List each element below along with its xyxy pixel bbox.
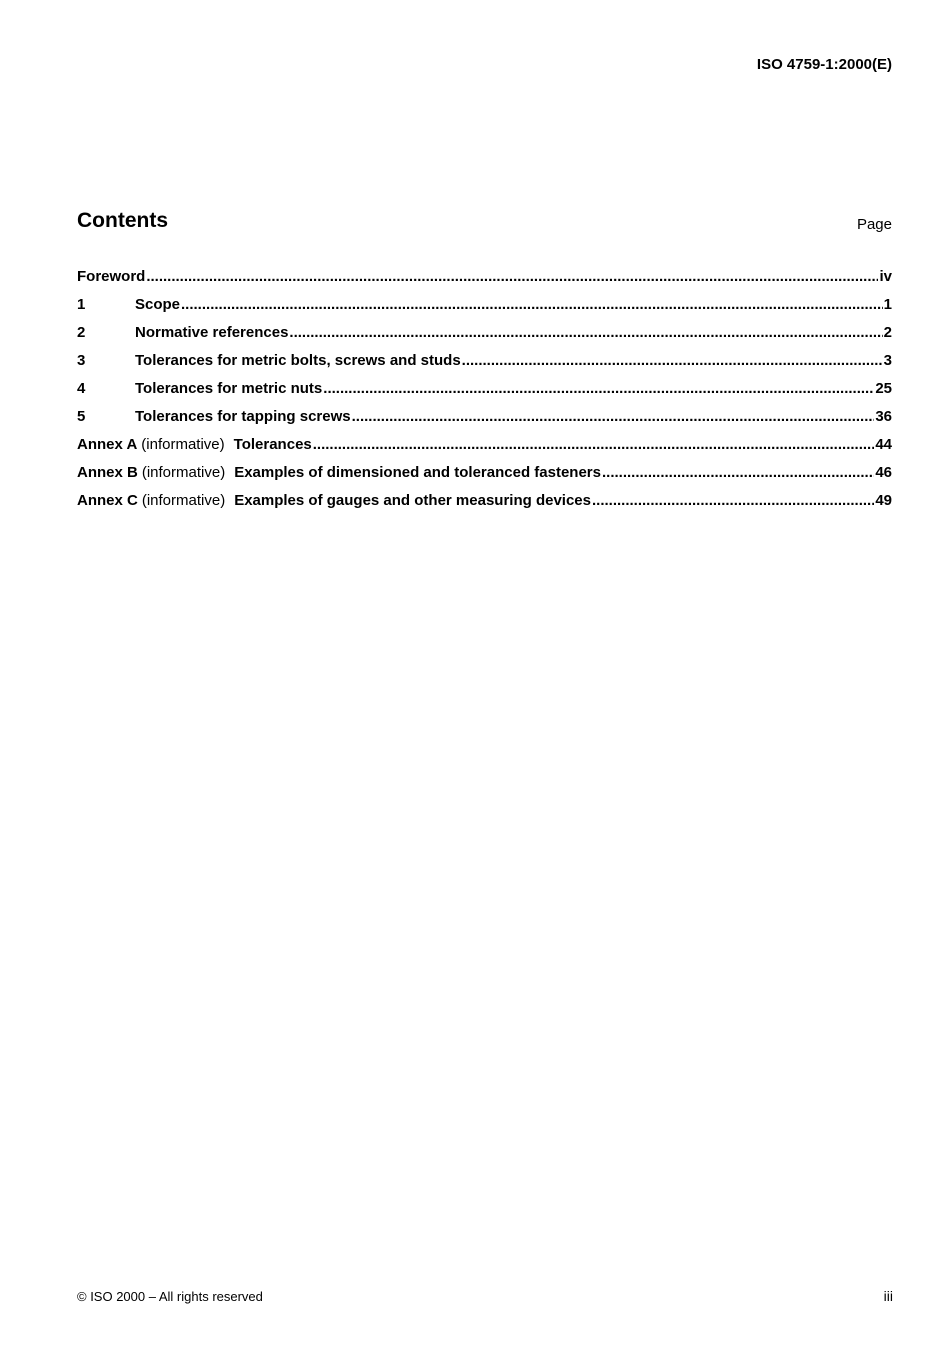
toc-entry-metric-bolts[interactable] [77,352,892,380]
table-of-contents [77,268,892,520]
toc-leader-dots [592,492,874,509]
toc-entry-page: 44 [875,436,892,453]
annex-letter: Annex A [77,436,138,453]
toc-leader-dots [146,268,878,285]
toc-entry-number: 3 [77,352,86,369]
toc-entry-title: Foreword [77,268,146,285]
toc-entry-title: Tolerances for metric nuts [135,380,323,397]
toc-entry-page: iv [879,268,892,285]
toc-entry-scope[interactable] [77,296,892,324]
toc-entry-number: 5 [77,408,86,425]
toc-entry-title: Normative references [135,324,289,341]
annex-letter: Annex C [77,492,138,509]
toc-entry-title: Examples of gauges and other measuring devices [234,492,591,509]
toc-entry-page: 36 [875,408,892,425]
toc-entry-number: 1 [77,296,86,313]
toc-entry-normative-references[interactable] [77,324,892,352]
page-column-label: Page [856,216,892,233]
toc-entry-page: 2 [883,324,892,341]
toc-entry-title: Tolerances for metric bolts, screws and studs [135,352,461,369]
document-id: ISO 4759-1:2000(E) [756,56,892,73]
toc-leader-dots [313,436,875,453]
toc-entry-title: Examples of dimensioned and toleranced fasteners [234,464,601,481]
contents-heading: Contents [77,209,168,232]
toc-entry-page: 3 [883,352,892,369]
footer-copyright: © ISO 2000 – All rights reserved [77,1289,263,1304]
toc-entry-annex-a[interactable] [77,436,892,464]
toc-leader-dots [181,296,883,313]
toc-entry-page: 25 [875,380,892,397]
toc-entry-annex-b[interactable] [77,464,892,492]
toc-entry-title: Scope [135,296,181,313]
footer-page-number: iii [883,1288,893,1304]
toc-annex-label [77,436,225,453]
toc-leader-dots [352,408,875,425]
toc-annex-label [77,464,225,481]
toc-leader-dots [323,380,874,397]
toc-leader-dots [602,464,874,481]
annex-informative: (informative) [141,492,226,509]
toc-entry-annex-c[interactable] [77,492,892,520]
toc-entry-page: 46 [875,464,892,481]
toc-entry-title: Tolerances for tapping screws [135,408,351,425]
annex-informative: (informative) [141,464,226,481]
toc-entry-title: Tolerances [233,436,312,453]
toc-entry-page: 49 [875,492,892,509]
toc-leader-dots [462,352,883,369]
annex-letter: Annex B [77,464,138,481]
toc-entry-number: 4 [77,380,86,397]
toc-annex-label [77,492,225,509]
toc-entry-number: 2 [77,324,86,341]
toc-entry-tapping-screws[interactable] [77,408,892,436]
annex-informative: (informative) [141,436,225,453]
toc-entry-foreword[interactable] [77,268,892,296]
toc-entry-page: 1 [883,296,892,313]
toc-entry-metric-nuts[interactable] [77,380,892,408]
toc-leader-dots [289,324,882,341]
